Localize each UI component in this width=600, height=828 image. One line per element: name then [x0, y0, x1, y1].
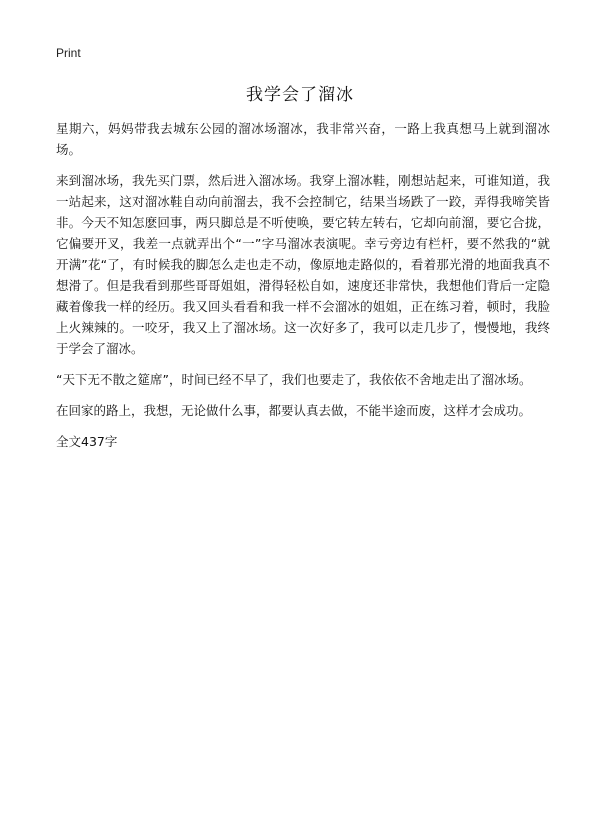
word-count: 全文437字 [56, 434, 118, 449]
paragraph-1: 星期六，妈妈带我去城东公园的溜冰场溜冰，我非常兴奋，一路上我真想马上就到溜冰场。 [56, 121, 550, 157]
paragraph-2: 来到溜冰场，我先买门票，然后进入溜冰场。我穿上溜冰鞋，刚想站起来，可谁知道，我一站起来，这对溜冰鞋自动向前溜去，我不会控制它，结果当场跌了一跤，弄得我啼笑皆非。今天不知怎麽回事，两只脚总是不听使唤，要它转左转右，它却向前溜，要它合拢，它偏要开叉，我差一点就弄出个“一”字马溜冰表演呢。幸亏旁边有栏杆，要不然我的“就开满”花“了，有时候我的脚怎么走也走不动，像原地走路似的，看着那光滑的地面我真不想滑了。但是我看到那些哥哥姐姐，滑得轻松自如，速度还非常快，我想他们背后一定隐藏着像我一样的经历。我又回头看看和我一样不会溜冰的姐姐，正在练习着，顿时，我脸上火辣辣的。一咬牙，我又上了溜冰场。这一次好多了，我可以走几步了，慢慢地，我终于学会了溜冰。 [56, 173, 550, 356]
paragraph-4: 在回家的路上，我想，无论做什么事，都要认真去做，不能半途而废，这样才会成功。 [56, 403, 532, 418]
article-body [56, 118, 550, 452]
print-link[interactable]: Print [56, 46, 81, 60]
paragraph-3: “天下无不散之筵席”，时间已经不早了，我们也要走了，我依依不舍地走出了溜冰场。 [56, 372, 532, 387]
article-title: 我学会了溜冰 [246, 85, 354, 105]
